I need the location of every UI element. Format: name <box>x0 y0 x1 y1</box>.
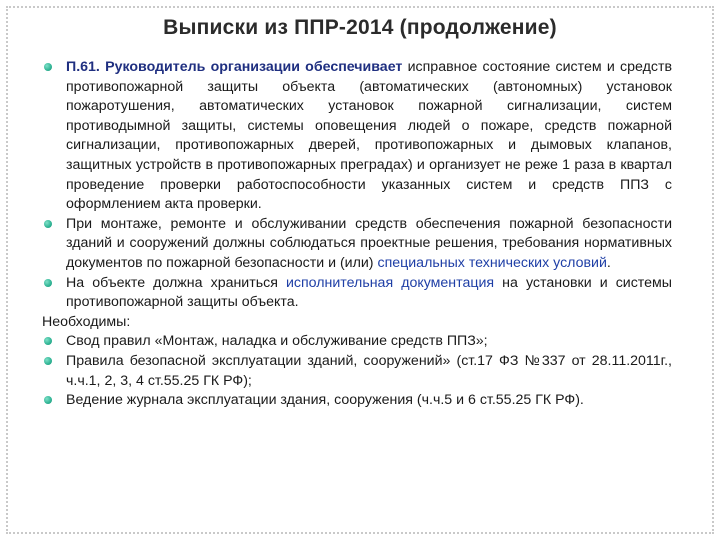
bullet-dot-icon <box>44 396 52 404</box>
bullet-text: При монтаже, ремонте и обслуживании средств обеспечения пожарной безопасности зданий и сооружений должны соблюдаться проектные решения, требования нормативных документов по пожарной безопасности и (или) <box>66 215 672 271</box>
bullet-tail: . <box>606 254 611 271</box>
bullet-text: исправное состояние систем и средств противопожарной защиты объекта (автоматических (автономных) установок пожаротушения, автоматических установок пожарной сигнализации, систем противодымной защиты, системы оповещения людей о пожаре, средств пожарной сигнализации, противопожарных дверей, противопожарных и дымовых клапанов, защитных устройств в противопожарных преградах) и организует не реже 1 раза в квартал проведение проверки работоспособности указанных систем и средств ППЗ с оформлением акта проверки. <box>66 59 672 213</box>
slide-content <box>42 58 672 411</box>
bullet-item-code-of-rules <box>42 332 672 352</box>
bullet-tail: на установки и системы противопожарной защиты объекта. <box>66 274 672 311</box>
bullet-item-mounting <box>42 215 672 274</box>
bullet-item-documentation <box>42 274 672 313</box>
bullet-lead-text: П.61. Руководитель организации обеспечивает <box>66 59 403 75</box>
bullet-dot-icon <box>44 220 52 228</box>
bullet-dot-icon <box>44 337 52 345</box>
special-conditions-link[interactable]: специальных технических условий <box>377 254 607 271</box>
bullet-item-p61 <box>42 58 672 215</box>
bullet-dot-icon <box>44 63 52 71</box>
needed-label: Необходимы: <box>42 313 131 330</box>
bullet-text: Ведение журнала эксплуатации здания, сооружения (ч.ч.5 и 6 ст.55.25 ГК РФ). <box>66 392 584 409</box>
bullet-text: Правила безопасной эксплуатации зданий, сооружений» (ст.17 ФЗ №337 от 28.11.2011г., ч.ч.1, 2, 3, 4 ст.55.25 ГК РФ); <box>66 352 672 389</box>
bullet-dot-icon <box>44 357 52 365</box>
bullet-text: На объекте должна храниться <box>66 274 286 291</box>
bullet-item-operation-log <box>42 391 672 411</box>
slide-title: Выписки из ППР-2014 (продолжение) <box>163 16 557 39</box>
bullet-text: Свод правил «Монтаж, наладка и обслуживание средств ППЗ»; <box>66 333 488 350</box>
bullet-dot-icon <box>44 279 52 287</box>
bullet-item-safe-operation-rules <box>42 352 672 391</box>
executive-documentation-link[interactable]: исполнительная документация <box>285 274 495 291</box>
